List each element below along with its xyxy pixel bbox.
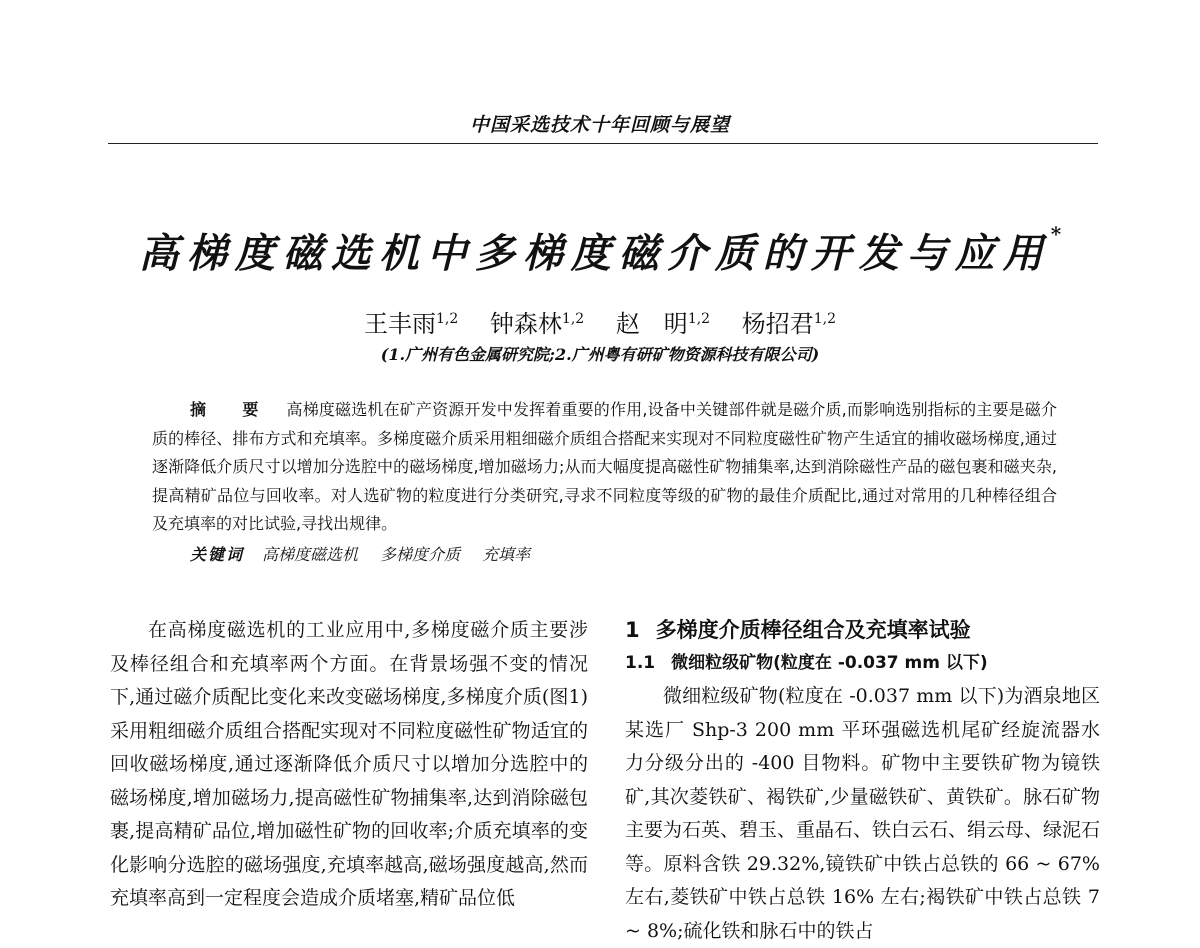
author bbox=[364, 310, 458, 338]
author-name: 赵 明 bbox=[615, 310, 688, 338]
author-name: 钟森林 bbox=[489, 310, 562, 338]
abstract-label: 摘 要 bbox=[190, 400, 269, 419]
subsection-heading bbox=[625, 647, 1100, 680]
author bbox=[490, 310, 584, 338]
body-paragraph: 在高梯度磁选机的工业应用中,多梯度磁介质主要涉及棒径组合和充填率两个方面。在背景场强不变的情况下,通过磁介质配比变化来改变磁场梯度,多梯度介质(图1)采用粗细磁介质组合搭配实现对不同粒度磁性矿物适宜的回收磁场梯度,通过逐渐降低介质尺寸以增加分选腔中的磁场梯度,增加磁场力,提高磁性矿物捕集率,达到消除磁包裹,提高精矿品位,增加磁性矿物的回收率;介质充填率的变化影响分选腔的磁场强度,充填率越高,磁场强度越高,然而充填率高到一定程度会造成介质堵塞,精矿品位低 bbox=[110, 619, 588, 909]
author-affiliation-mark: 1,2 bbox=[561, 311, 585, 327]
section-heading bbox=[625, 614, 1100, 647]
author bbox=[742, 310, 836, 338]
abstract-text: 高梯度磁选机在矿产资源开发中发挥着重要的作用,设备中关键部件就是磁介质,而影响选别指标的主要是磁介质的棒径、排布方式和充填率。多梯度磁介质采用粗细磁介质组合搭配来实现对不同粒度磁性矿物产生适宜的捕收磁场梯度,通过逐渐降低介质尺寸以增加分选腔中的磁场梯度,增加磁场力;从而大幅度提高磁性矿物捕集率,达到消除磁性产品的磁包裹和磁夹杂,提高精矿品位与回收率。对人选矿物的粒度进行分类研究,寻求不同粒度等级的矿物的最佳介质配比,通过对常用的几种棒径组合及充填率的对比试验,寻找出规律。 bbox=[152, 400, 1057, 533]
section-number: 1 bbox=[625, 618, 640, 642]
subsection-number: 1.1 bbox=[625, 653, 656, 673]
running-head: 中国采选技术十年回顾与展望 bbox=[469, 114, 730, 136]
body-paragraph: 微细粒级矿物(粒度在 -0.037 mm 以下)为酒泉地区某选厂 Shp-3 200 mm 平环强磁选机尾矿经旋流器水力分级分出的 -400 目物料。矿物中主要铁矿物为镜铁矿,其次菱铁矿、褐铁矿,少量磁铁矿、黄铁矿。脉石矿物主要为石英、碧玉、重晶石、铁白云石、绢云母、绿泥石等。原料含铁 29.32%,镜铁矿中铁占总铁的 66 ~ 67% 左右,菱铁矿中铁占总铁 16% 左右;褐铁矿中铁占总铁 7 ~ 8%;硫化铁和脉石中的铁占 bbox=[625, 685, 1101, 942]
keyword: 高梯度磁选机 bbox=[262, 544, 359, 564]
author-affiliation-mark: 1,2 bbox=[813, 311, 836, 327]
abstract-block bbox=[152, 396, 1057, 569]
author-name: 杨招君 bbox=[741, 310, 814, 338]
author bbox=[616, 310, 710, 338]
author-affiliation-mark: 1,2 bbox=[436, 311, 459, 327]
right-column bbox=[625, 614, 1100, 948]
affiliations: (1.广州有色金属研究院;2.广州粤有研矿物资源科技有限公司) bbox=[380, 345, 820, 364]
author-name: 王丰雨 bbox=[364, 310, 436, 338]
left-column bbox=[110, 614, 588, 916]
author-list bbox=[0, 304, 1200, 339]
keywords-label: 关键词 bbox=[190, 544, 245, 564]
author-affiliation-mark: 1,2 bbox=[687, 311, 711, 327]
section-title: 多梯度介质棒径组合及充填率试验 bbox=[655, 618, 971, 642]
title-footnote-mark: * bbox=[1050, 222, 1062, 246]
keyword: 多梯度介质 bbox=[380, 544, 461, 564]
article-title bbox=[0, 222, 1200, 279]
abstract bbox=[152, 396, 1057, 539]
title-text: 高梯度磁选机中多梯度磁介质的开发与应用 bbox=[138, 230, 1051, 277]
header-rule bbox=[108, 143, 1098, 144]
keyword: 充填率 bbox=[482, 544, 531, 564]
subsection-title: 微细粒级矿物(粒度在 -0.037 mm 以下) bbox=[671, 653, 988, 673]
keywords bbox=[152, 541, 1057, 570]
